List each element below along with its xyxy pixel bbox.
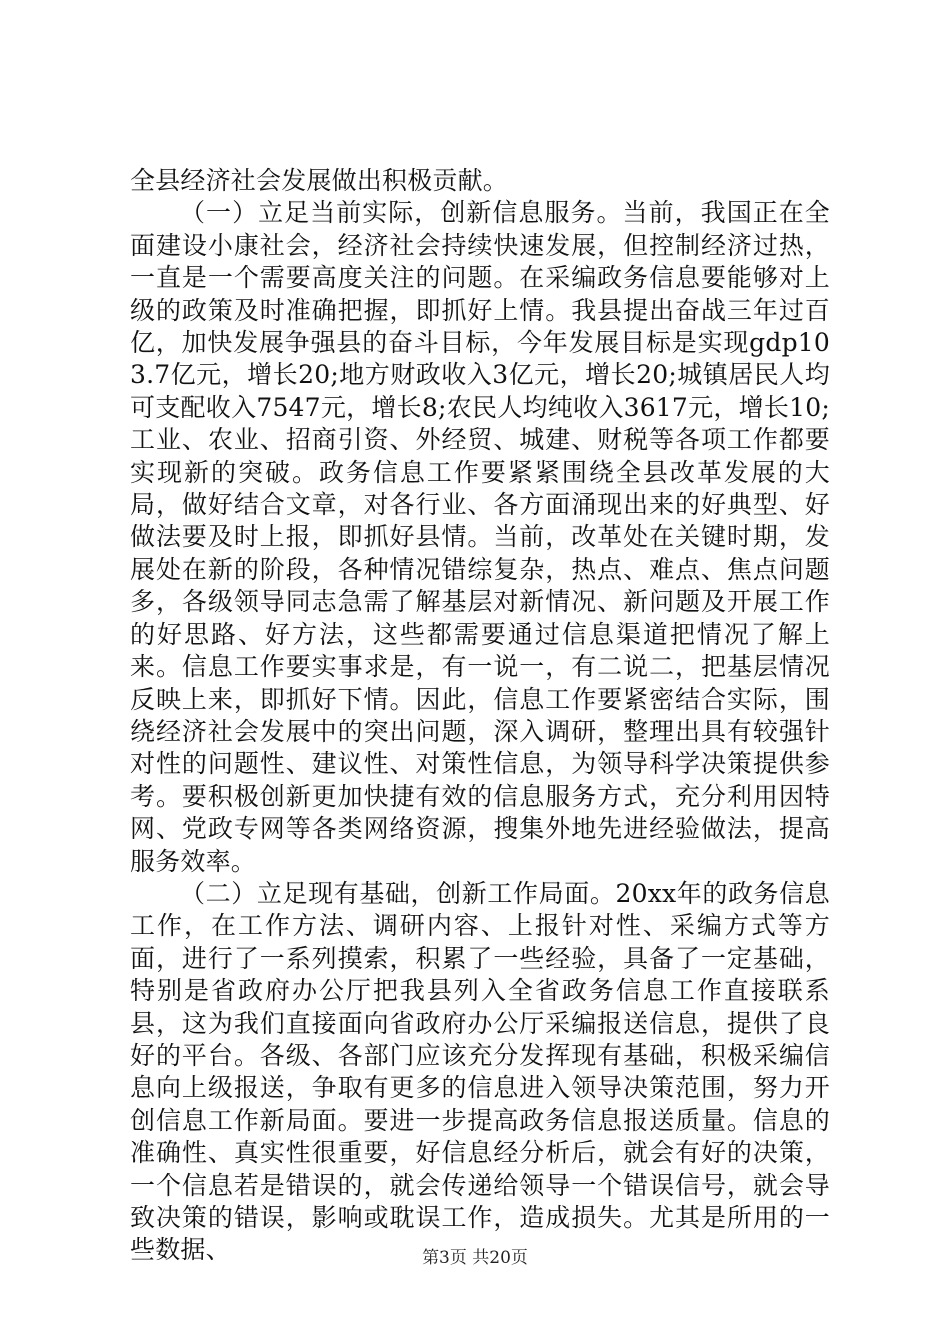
document-body [130, 165, 830, 1267]
paragraph-section-two: （二）立足现有基础，创新工作局面。20xx年的政务信息工作，在工作方法、调研内容、上报针对性、采编方式等方面，进行了一系列摸索，积累了一些经验，具备了一定基础，特别是省政府办公厅把我县列入全省政务信息工作直接联系县，这为我们直接面向省政府办公厅采编报送信息，提供了良好的平台。各级、各部门应该充分发挥现有基础，积极采编信息向上级报送，争取有更多的信息进入领导决策范围，努力开创信息工作新局面。要进一步提高政务信息报送质量。信息的准确性、真实性很重要，好信息经分析后，就会有好的决策，一个信息若是错误的，就会传递给领导一个错误信号，就会导致决策的错误，影响或耽误工作，造成损失。尤其是所用的一些数据、 [130, 878, 830, 1265]
paragraph-continuation: 全县经济社会发展做出积极贡献。 [130, 166, 509, 195]
paragraph-section-one: （一）立足当前实际，创新信息服务。当前，我国正在全面建设小康社会，经济社会持续快速发展，但控制经济过热，一直是一个需要高度关注的问题。在采编政务信息要能够对上级的政策及时准确把握，即抓好上情。我县提出奋战三年过百亿，加快发展争强县的奋斗目标，今年发展目标是实现gdp103.7亿元，增长20;地方财政收入3亿元，增长20;城镇居民人均可支配收入7547元，增长8;农民人均纯收入3617元，增长10;工业、农业、招商引资、外经贸、城建、财税等各项工作都要实现新的突破。政务信息工作要紧紧围绕全县改革发展的大局，做好结合文章，对各行业、各方面涌现出来的好典型、好做法要及时上报，即抓好县情。当前，改革处在关键时期，发展处在新的阶段，各种情况错综复杂，热点、难点、焦点问题多，各级领导同志急需了解基层对新情况、新问题及开展工作的好思路、好方法，这些都需要通过信息渠道把情况了解上来。信息工作要实事求是，有一说一，有二说二，把基层情况反映上来，即抓好下情。因此，信息工作要紧密结合实际，围绕经济社会发展中的突出问题，深入调研，整理出具有较强针对性的问题性、建议性、对策性信息，为领导科学决策提供参考。要积极创新更加快捷有效的信息服务方式，充分利用因特网、党政专网等各类网络资源，搜集外地先进经验做法，提高服务效率。 [130, 198, 830, 876]
page-number-footer: 第3页 共20页 [422, 1248, 528, 1268]
